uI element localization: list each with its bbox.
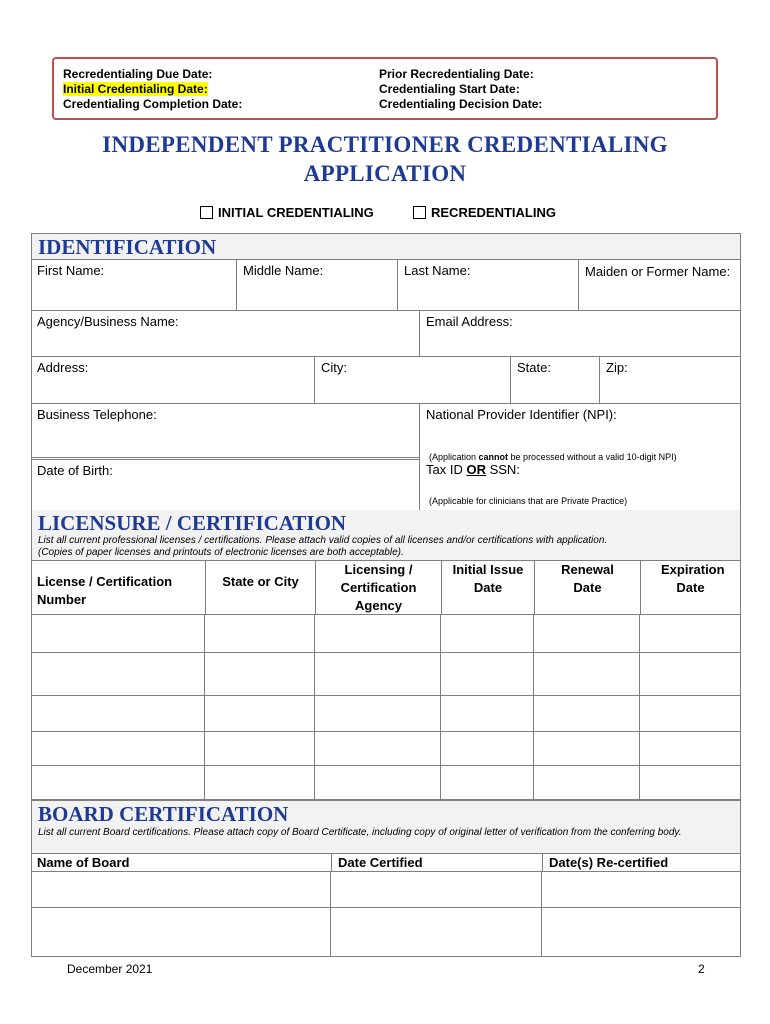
dates-left-column xyxy=(63,67,242,112)
col-name-of-board: Name of Board xyxy=(31,853,331,871)
address-field[interactable] xyxy=(31,356,314,403)
first-name-field[interactable] xyxy=(31,259,236,310)
initial-credentialing-option[interactable] xyxy=(200,205,374,220)
dob-divider xyxy=(31,457,419,458)
agency-name-field[interactable] xyxy=(31,310,419,356)
tax-id-note: (Applicable for clinicians that are Private Practice) xyxy=(429,496,628,506)
state-field[interactable] xyxy=(510,356,599,403)
business-telephone-field[interactable] xyxy=(31,403,419,465)
licensure-note-1: List all current professional licenses / certifications. Please attach valid copies of all licenses and/or certifications with application. xyxy=(38,535,608,546)
col-state-city: State or City xyxy=(205,560,315,614)
page-title xyxy=(0,130,770,188)
recred-due-date-label: Recredentialing Due Date: xyxy=(63,67,213,81)
page-number: 2 xyxy=(698,962,705,976)
prior-recred-date-label: Prior Recredentialing Date: xyxy=(379,67,534,81)
col-renewal-date: Renewal Date xyxy=(534,560,640,614)
city-field[interactable] xyxy=(314,356,510,403)
board-heading: BOARD CERTIFICATION xyxy=(38,802,289,826)
recredentialing-label: RECREDENTIALING xyxy=(431,205,556,220)
footer-date: December 2021 xyxy=(67,962,153,976)
cred-completion-date-label: Credentialing Completion Date: xyxy=(63,97,243,111)
licensure-note-2: (Copies of paper licenses and printouts of electronic licenses are both acceptable). xyxy=(38,547,404,558)
npi-field[interactable] xyxy=(419,403,740,465)
recredentialing-option[interactable] xyxy=(413,205,556,220)
initial-credentialing-label: INITIAL CREDENTIALING xyxy=(218,205,374,220)
state-label: State: xyxy=(517,360,551,375)
npi-note: (Application cannot be processed without a valid 10-digit NPI) xyxy=(429,452,677,462)
email-label: Email Address: xyxy=(426,314,513,329)
zip-field[interactable] xyxy=(599,356,740,403)
email-field[interactable] xyxy=(419,310,740,356)
address-label: Address: xyxy=(37,360,89,375)
cred-decision-date-label: Credentialing Decision Date: xyxy=(379,97,543,111)
board-certification-section xyxy=(31,800,741,957)
city-label: City: xyxy=(321,360,347,375)
licensure-rows xyxy=(31,614,741,800)
col-license-number: License / Certification Number xyxy=(31,560,205,614)
credentialing-dates-box xyxy=(52,57,718,120)
agency-name-label: Agency/Business Name: xyxy=(37,314,179,329)
maiden-name-label: Maiden or Former Name: xyxy=(585,264,731,279)
cred-start-date-label: Credentialing Start Date: xyxy=(379,82,520,96)
date-of-birth-label: Date of Birth: xyxy=(37,463,113,478)
identification-section xyxy=(31,233,741,511)
col-initial-issue-date: Initial Issue Date xyxy=(441,560,534,614)
first-name-label: First Name: xyxy=(37,263,105,278)
board-note: List all current Board certifications. Please attach copy of Board Certificate, including copy of original letter of verification from the conferring body. xyxy=(38,827,682,838)
identification-heading: IDENTIFICATION xyxy=(38,235,217,259)
last-name-field[interactable] xyxy=(397,259,578,310)
title-line-1: INDEPENDENT PRACTITIONER CREDENTIALING xyxy=(102,132,668,157)
tax-id-field[interactable] xyxy=(419,459,740,511)
business-telephone-label: Business Telephone: xyxy=(37,407,157,422)
middle-name-field[interactable] xyxy=(236,259,397,310)
recredentialing-checkbox[interactable] xyxy=(413,206,426,219)
last-name-label: Last Name: xyxy=(404,263,471,278)
date-of-birth-field[interactable] xyxy=(31,459,419,511)
maiden-name-field[interactable] xyxy=(578,259,740,310)
col-expiration-date: Expiration Date xyxy=(640,560,740,614)
dates-right-column xyxy=(379,67,542,112)
licensure-heading: LICENSURE / CERTIFICATION xyxy=(38,511,347,535)
col-licensing-agency: Licensing / Certification Agency xyxy=(315,560,441,614)
middle-name-label: Middle Name: xyxy=(243,263,324,278)
initial-credentialing-checkbox[interactable] xyxy=(200,206,213,219)
col-date-certified: Date Certified xyxy=(331,853,542,871)
initial-cred-date-label: Initial Credentialing Date: xyxy=(63,82,208,96)
col-recertified: Date(s) Re-certified xyxy=(542,853,740,871)
npi-label: National Provider Identifier (NPI): xyxy=(426,407,617,422)
title-line-2: APPLICATION xyxy=(303,161,467,186)
zip-label: Zip: xyxy=(606,360,628,375)
tax-id-label: Tax ID OR SSN: xyxy=(426,462,520,477)
